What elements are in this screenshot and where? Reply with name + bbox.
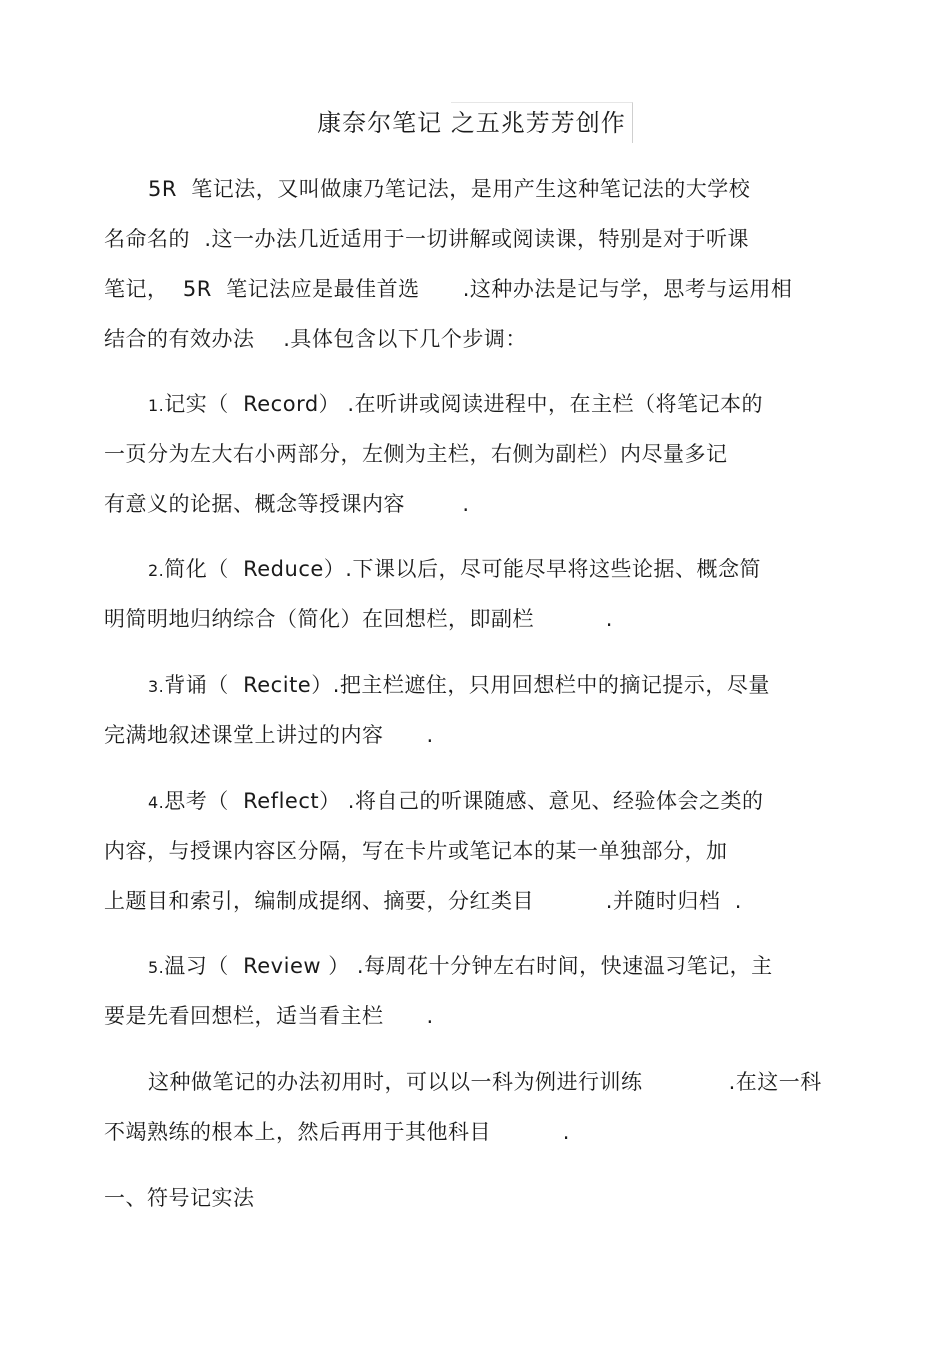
closing-line-1: 这种做笔记的办法初用时，可以以一科为例进行训练 .在这一科 [148,1070,822,1094]
closing-line-2: 不竭熟练的根本上，然后再用于其他科目 . [104,1120,570,1144]
step-5-number: 5. [148,958,165,977]
intro-line-1: 5R 笔记法，又叫做康乃笔记法，是用产生这种笔记法的大学校 [148,177,751,201]
intro-line-3: 笔记， 5R 笔记法应是最佳首选 .这种办法是记与学，思考与运用相 [104,277,793,301]
intro-line-4: 结合的有效办法 .具体包含以下几个步调： [104,327,527,351]
step-1-text: 记实（ Record） .在听讲或阅读进程中，在主栏（将笔记本的 [164,392,764,416]
step-3-line-2: 完满地叙述课堂上讲过的内容 . [104,723,434,747]
step-1-line-2: 一页分为左大右小两部分，左侧为主栏，右侧为副栏）内尽量多记 [104,442,728,466]
step-4-line-3: 上题目和索引，编制成提纲、摘要，分红类目 .并随时归档 . [104,889,742,913]
step-3-line-1 [148,670,770,702]
step-2-text: 简化（ Reduce）.下课以后，尽可能尽早将这些论据、概念简 [164,557,761,581]
step-2-line-1 [148,554,761,586]
step-1-number: 1. [148,396,165,415]
intro-line-2: 名命名的 .这一办法几近适用于一切讲解或阅读课，特别是对于听课 [104,227,750,251]
step-4-line-1 [148,786,763,818]
step-3-text: 背诵（ Recite）.把主栏遮住，只用回想栏中的摘记提示，尽量 [164,673,770,697]
step-5-line-1 [148,951,773,983]
step-4-line-2: 内容，与授课内容区分隔，写在卡片或笔记本的某一单独部分，加 [104,839,728,863]
step-5-text: 温习（ Review ） .每周花十分钟左右时间，快速温习笔记，主 [164,954,773,978]
title-main: 康奈尔笔记 [317,109,443,137]
step-3-number: 3. [148,677,165,696]
step-2-number: 2. [148,561,165,580]
step-5-line-2: 要是先看回想栏，适当看主栏 . [104,1004,434,1028]
title-sub: 之五兆芳芳创作 [451,102,633,143]
step-4-number: 4. [148,793,165,812]
step-1-line-3: 有意义的论据、概念等授课内容 . [104,492,470,516]
step-2-line-2: 明简明地归纳综合（简化）在回想栏，即副栏 . [104,607,613,631]
step-1-line-1 [148,389,763,421]
page-title [0,102,950,143]
section-heading: 一、符号记实法 [104,1186,255,1210]
step-4-text: 思考（ Reflect） .将自己的听课随感、意见、经验体会之类的 [164,789,764,813]
